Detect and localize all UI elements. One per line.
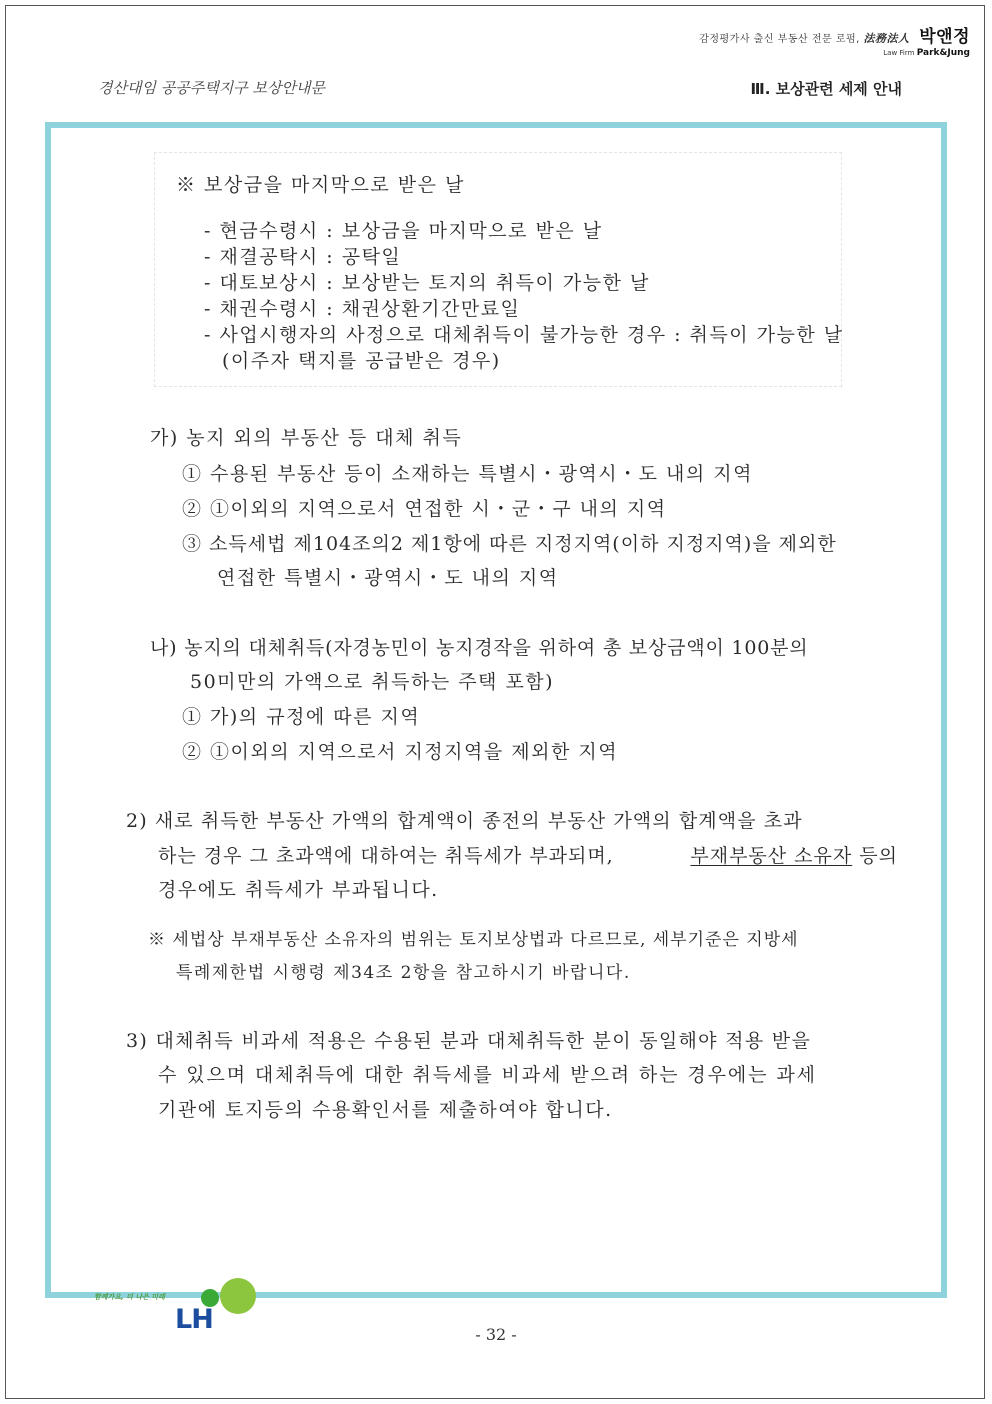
note-title: ※ 보상금을 마지막으로 받은 날: [176, 174, 465, 196]
item3-line: 3) 대체취득 비과세 적용은 수용된 분과 대체취득한 분이 동일해야 적용 받을: [126, 1030, 812, 1052]
firm-name: 박앤정: [919, 27, 970, 47]
firm-sub-name: Park&Jung: [916, 48, 970, 58]
lh-slogan: 함께가요, 더 나은 미래: [94, 1293, 165, 1301]
section-ga-item: ③ 소득세법 제104조의2 제1항에 따른 지정지역(이하 지정지역)을 제외한: [182, 533, 837, 555]
page-number: - 32 -: [475, 1325, 517, 1344]
item2-line2-text: 하는 경우 그 초과액에 대하여는 취득세가 부과되며,: [158, 845, 614, 867]
item2-line: [158, 841, 898, 868]
section-na-heading: 나) 농지의 대체취득(자경농민이 농지경작을 위하여 총 보상금액이 100분의: [150, 637, 809, 659]
section-na-heading-cont: 50미만의 가액으로 취득하는 주택 포함): [190, 671, 555, 693]
firm-hanja: 法務法人: [863, 32, 910, 45]
section-ga-item: ① 수용된 부동산 등이 소재하는 특별시・광역시・도 내의 지역: [182, 463, 753, 485]
section-title: Ⅲ. 보상관련 세제 안내: [750, 80, 902, 98]
note-item: - 현금수령시 : 보상금을 마지막으로 받은 날: [204, 220, 603, 242]
note-item-continuation: (이주자 택지를 공급받은 경우): [222, 350, 501, 372]
item2-line: 2) 새로 취득한 부동산 가액의 합계액이 종전의 부동산 가액의 합계액을 초과: [126, 810, 803, 832]
item2-note-line: ※ 세법상 부재부동산 소유자의 범위는 토지보상법과 다르므로, 세부기준은 지방세: [148, 930, 799, 950]
item2-line: 경우에도 취득세가 부과됩니다.: [158, 879, 439, 901]
section-ga-item: ② ①이외의 지역으로서 연접한 시・군・구 내의 지역: [182, 498, 667, 520]
item3-line: 기관에 토지등의 수용확인서를 제출하여야 합니다.: [158, 1099, 613, 1121]
note-item: - 사업시행자의 사정으로 대체취득이 불가능한 경우 : 취득이 가능한 날: [204, 324, 844, 346]
lh-logo: LH: [175, 1304, 213, 1335]
section-na-item: ② ①이외의 지역으로서 지정지역을 제외한 지역: [182, 741, 619, 763]
law-firm-brand: [699, 22, 970, 58]
section-ga-item-continuation: 연접한 특별시・광역시・도 내의 지역: [217, 567, 559, 589]
firm-sub-prefix: Law Firm: [883, 49, 915, 57]
note-item: - 재결공탁시 : 공탁일: [204, 246, 402, 268]
section-ga-heading: 가) 농지 외의 부동산 등 대체 취득: [150, 427, 463, 449]
document-title: 경산대임 공공주택지구 보상안내문: [98, 79, 325, 97]
note-item: - 채권수령시 : 채권상환기간만료일: [204, 298, 521, 320]
note-item: - 대토보상시 : 보상받는 토지의 취득이 가능한 날: [204, 272, 650, 294]
absentee-owner-term: 부재부동산 소유자: [690, 845, 853, 867]
item2-line2-suffix: 등의: [859, 845, 898, 867]
item3-line: 수 있으며 대체취득에 대한 취득세를 비과세 받으려 하는 경우에는 과세: [158, 1064, 817, 1086]
section-na-item: ① 가)의 규정에 따른 지역: [182, 706, 421, 728]
item2-note-line: 특례제한법 시행령 제34조 2항을 참고하시기 바랍니다.: [176, 963, 631, 983]
brand-tagline: 감정평가사 출신 부동산 전문 로펌,: [699, 34, 860, 45]
